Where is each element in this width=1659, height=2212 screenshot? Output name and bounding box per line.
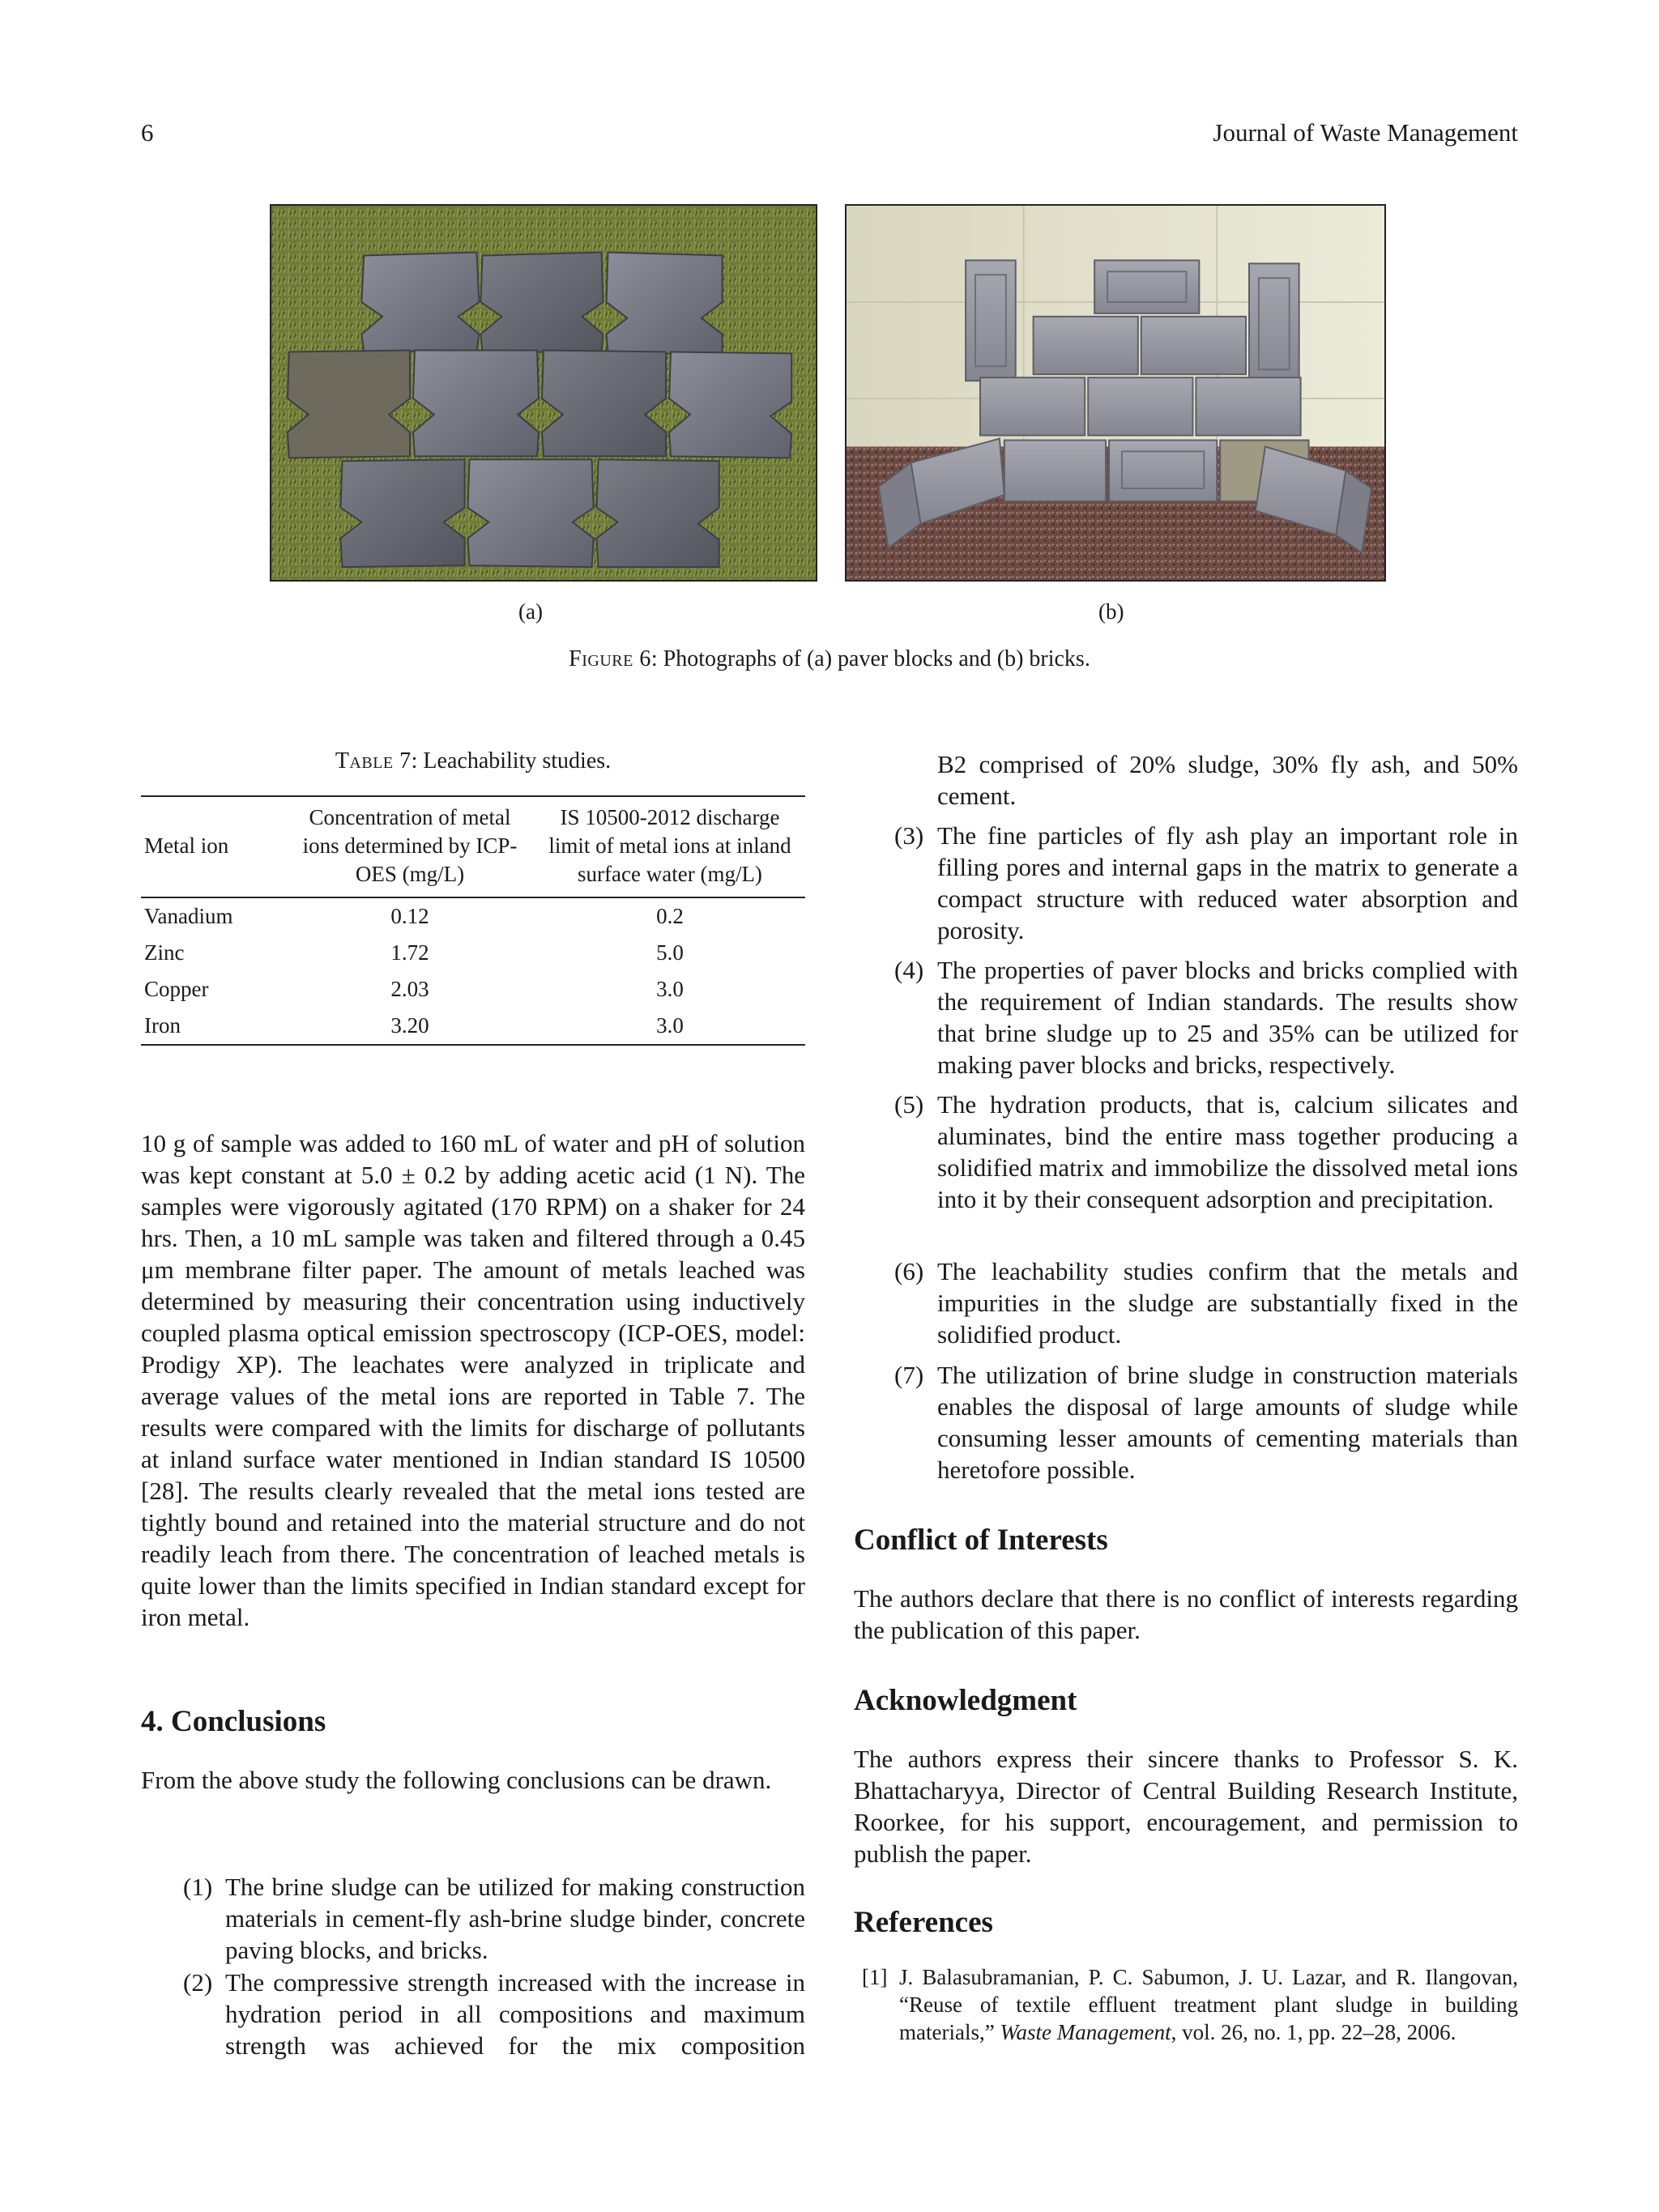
table-header-cell: IS 10500-2012 discharge limit of metal ions at inland surface water (mg/L) [548,805,791,886]
table-row [141,935,805,971]
list-item-number: (4) [894,956,924,984]
photo-paver-blocks [270,204,817,582]
table-row [141,897,805,935]
reference-number: [1] [862,1965,888,1989]
list-item-text: The hydration products, that is, calcium silicates and aluminates, bind the entire mass together producing a solidified matrix and immobilize the dissolved metal ions into it by their consequent adsorption and precipitation. [937,1090,1518,1213]
table-cell: Vanadium [144,904,233,928]
reference-authors-title: J. Balasubramanian, P. C. Sabumon, J. U. Lazar, and R. Ilangovan, “Reuse of textile effluent treatment plant sludge in building materials,” [899,1965,1518,2044]
table-caption-text: : Leachability studies. [411,748,612,774]
table-row [141,1008,805,1045]
table-label: Table 7 [335,748,412,774]
table-header-row [141,796,805,897]
reference-journal: Waste Management [1000,2020,1171,2044]
figure-caption [0,646,1659,672]
table-cell: 3.20 [390,1013,429,1038]
figure-label: Figure 6 [569,646,651,671]
conflict-text: The authors declare that there is no conflict of interests regarding the publication of this paper. [854,1584,1518,1644]
leachability-paragraph: 10 g of sample was added to 160 mL of water and pH of solution was kept constant at 5.0 ± 0.2 by adding acetic acid (1 N). The samples were vigorously agitated (170 RPM) on a shaker for 24 hrs. Then, a 10 mL sample was taken and filtered through a 0.45 μm membrane filter paper. The amount of metals leached was determined by measuring their concentration using inductively coupled plasma optical emission spectroscopy (ICP-OES, model: Prodigy XP). The leachates were analyzed in triplicate and average values of the metal ions are reported in Table 7. The results were compared with the limits for discharge of pollutants at inland surface water mentioned in Indian standard IS 10500 [28]. The results clearly revealed that the metal ions tested are tightly bound and retained into the material structure and do not readily leach from there. The concentration of leached metals is quite lower than the limits specified in Indian standard except for iron metal. [141,1129,805,1631]
leachability-table [141,795,805,1046]
acknowledgment-text: The authors express their sincere thanks to Professor S. K. Bhattacharyya, Director of Central Building Research Institute, Roorkee, for his support, encouragement, and permission to publish the paper. [854,1745,1518,1868]
figure-caption-text: : Photographs of (a) paver blocks and (b) bricks. [650,646,1090,671]
table-caption [141,748,805,774]
table-cell: 3.0 [656,977,684,1001]
subfigure-label-a: (a) [518,599,543,624]
page-number: 6 [141,118,154,147]
table-row [141,971,805,1008]
list-item-text: The compressive strength increased with the increase in hydration period in all compositions and maximum strength was achieved for the mix composition [225,1968,805,2060]
bricks-image [847,206,1384,580]
table-header-cell: Metal ion [144,833,229,858]
list-item-number: (3) [894,821,924,850]
photo-bricks [845,204,1386,582]
conclusions-intro: From the above study the following conclusions can be drawn. [141,1766,772,1794]
reference-details: , vol. 26, no. 1, pp. 22–28, 2006. [1171,2020,1456,2044]
list-item-number: (5) [894,1090,924,1119]
table-cell: Copper [144,977,209,1001]
table-cell: Zinc [144,940,185,965]
table-cell: 3.0 [656,1013,684,1038]
table-cell: 0.2 [656,904,684,928]
subfigure-label-b: (b) [1098,599,1124,624]
journal-name: Journal of Waste Management [1213,118,1518,147]
running-header [141,118,1518,154]
paver-blocks-image [271,206,816,580]
table-cell: 0.12 [390,904,429,928]
conclusions-heading: 4. Conclusions [141,1705,326,1738]
list-item-text: The properties of paver blocks and bricks complied with the requirement of Indian standards. The results show that brine sludge up to 25 and 35% can be utilized for making paver blocks and bricks, respectively. [937,956,1518,1079]
list-item-number: (1) [183,1873,213,1901]
list-item-number: (7) [894,1361,924,1389]
conflict-heading: Conflict of Interests [854,1524,1108,1557]
list-item-text: The fine particles of fly ash play an important role in filling pores and internal gaps in the matrix to generate a compact structure with reduced water absorption and porosity. [937,821,1518,944]
list-item-text: The leachability studies confirm that the metals and impurities in the sludge are substantially fixed in the solidified product. [937,1257,1518,1349]
references-heading: References [854,1906,993,1939]
list-item-text: The brine sludge can be utilized for making construction materials in cement-fly ash-brine sludge binder, concrete paving blocks, and bricks. [225,1873,805,1964]
acknowledgment-heading: Acknowledgment [854,1684,1077,1717]
list-item-number: (2) [183,1968,213,1997]
list-item-number: (6) [894,1257,924,1285]
list-item-text: B2 comprised of 20% sludge, 30% fly ash, and 50% cement. [937,750,1518,810]
table-cell: Iron [144,1013,181,1038]
table-header-cell: Concentration of metal ions determined by ICP-OES (mg/L) [302,805,518,886]
reference-text [899,1963,1518,2046]
list-item-text: The utilization of brine sludge in construction materials enables the disposal of large amounts of sludge while consuming lesser amounts of cementing materials than heretofore possible. [937,1361,1518,1484]
table-cell: 5.0 [656,940,684,965]
table-cell: 2.03 [390,977,429,1001]
table-cell: 1.72 [390,940,429,965]
